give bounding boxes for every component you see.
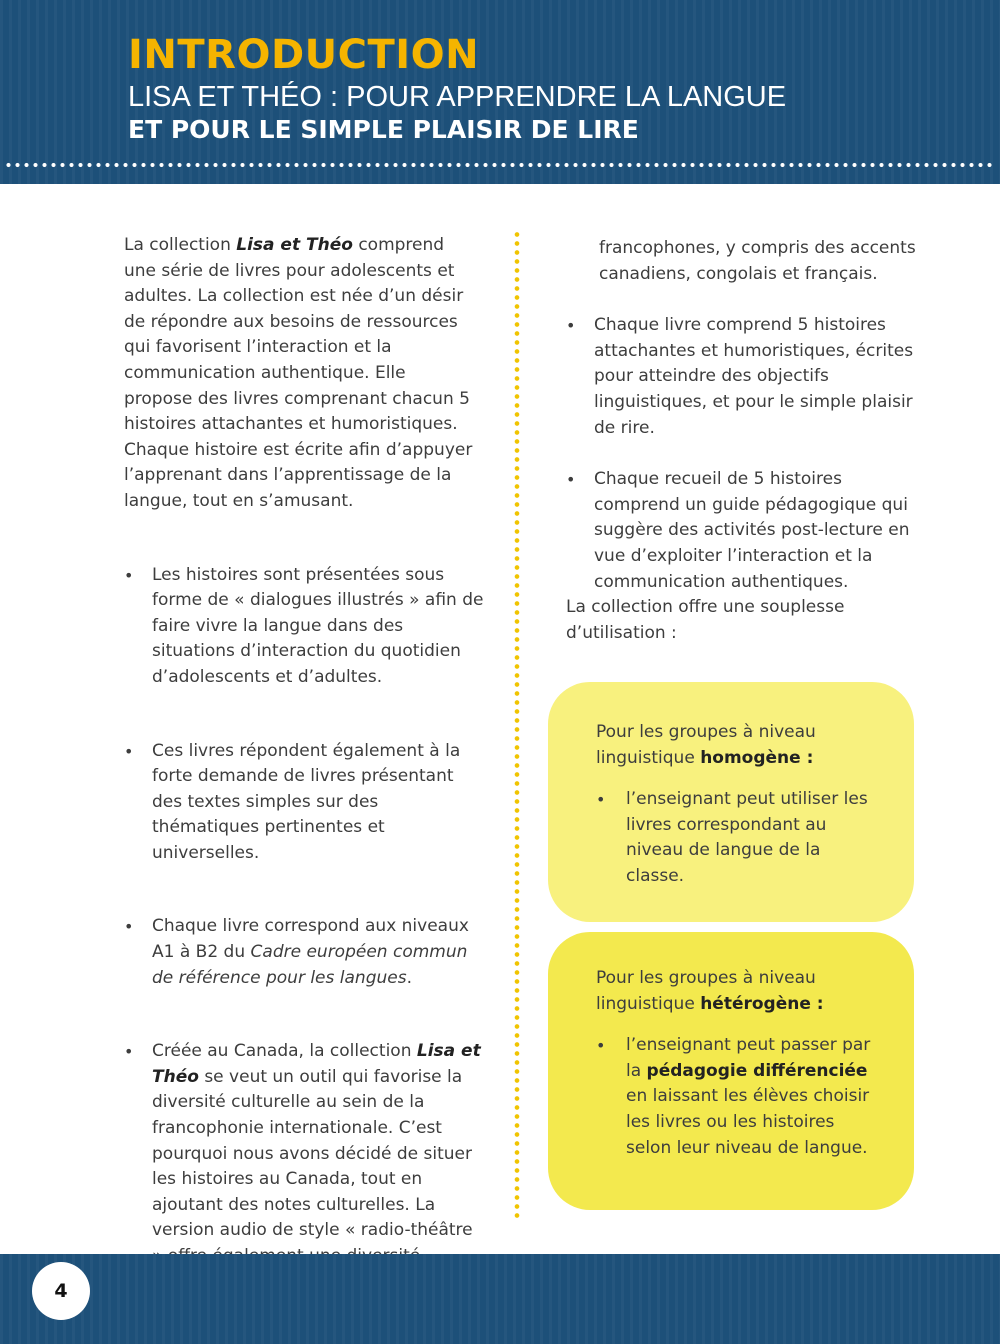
box-heading: Pour les groupes à niveau linguistique homogène : xyxy=(596,722,816,768)
bullet-icon: • xyxy=(596,790,606,810)
bullet-icon: • xyxy=(124,917,134,937)
title-line-2: ET POUR LE SIMPLE PLAISIR DE LIRE xyxy=(128,115,639,144)
footer-banner xyxy=(0,1254,1000,1344)
header-banner xyxy=(0,0,1000,184)
section-kicker: INTRODUCTION xyxy=(128,32,480,78)
column-divider xyxy=(514,230,520,1218)
bullet-icon: • xyxy=(566,470,576,490)
right-column xyxy=(566,236,922,646)
box-list xyxy=(596,787,880,889)
list-item: • Chaque recueil de 5 histoires comprend un guide pédagogique qui suggère des activités post-lecture en vue d’exploiter l’interaction et la communication authentiques. xyxy=(566,469,910,592)
box-heading: Pour les groupes à niveau linguistique hétérogène : xyxy=(596,968,824,1014)
page-number: 4 xyxy=(32,1262,90,1320)
bullet-icon: • xyxy=(566,316,576,336)
list-item: • Les histoires sont présentées sous forme de « dialogues illustrés » afin de faire vivre la langue dans des situations d’interaction du quotidien d’adolescents et d’adultes. xyxy=(124,564,484,687)
heterogeneous-groups-box xyxy=(548,932,914,1210)
list-item: • Créée au Canada, la collection Lisa et Théo se veut un outil qui favorise la diversité culturelle au sein de la francophonie internationale. C’est pourquoi nous avons décidé de situer les histoires au Canada, tout en ajoutant des notes culturelles. La version audio de style « radio-théâtre xyxy=(124,1041,481,1241)
flexibility-intro: La collection offre une souplesse d’utilisation : xyxy=(566,597,845,643)
list-item: • Ces livres répondent également à la forte demande de livres présentant des textes simples sur des thématiques pertinentes et universelles. xyxy=(124,740,461,863)
list-item: • Chaque livre correspond aux niveaux A1 à B2 du Cadre européen commun de référence pour les langues. xyxy=(124,916,469,988)
box-list xyxy=(596,1033,880,1161)
list-item: • l’enseignant peut utiliser les livres correspondant au niveau de langue de la classe. xyxy=(596,789,868,886)
bullet-icon: • xyxy=(124,741,134,761)
collection-name: Lisa et Théo xyxy=(152,1041,481,1087)
list-item: • Chaque livre comprend 5 histoires attachantes et humoristiques, écrites pour atteindre des objectifs linguistiques, et pour le simple plaisir de rire. xyxy=(566,315,914,438)
title-line-1: LISA ET THÉO : POUR APPRENDRE LA LANGUE xyxy=(128,81,787,113)
bullet-icon: • xyxy=(124,565,134,585)
collection-name: Lisa et Théo xyxy=(236,235,353,255)
intro-paragraph: La collection Lisa et Théo comprend une série de livres pour adolescents et adultes. La collection est née d’un désir de répondre aux besoins de ressources qui favorisent l’interaction et la communication authentique. Elle propose des livres comprenant chacun 5 histoires attachantes et humoristiques. Chaque histoire est écrite afin d’appuyer l’apprenant dans l’apprentissage de la langue, tout en s’amusant. xyxy=(124,235,473,511)
list-item: • l’enseignant peut passer par la pédagogie différenciée en laissant les élèves choisir les livres ou les histoires selon leur niveau de langue. xyxy=(596,1035,871,1158)
left-column xyxy=(124,233,484,1295)
feature-list-continued xyxy=(566,313,922,595)
homogeneous-groups-box xyxy=(548,682,914,922)
continued-text: francophones, y compris des accents canadiens, congolais et français. xyxy=(599,238,916,284)
bullet-icon: • xyxy=(596,1036,606,1056)
dotted-rule xyxy=(4,160,996,170)
bullet-icon: • xyxy=(124,1042,134,1062)
feature-list xyxy=(124,563,484,1296)
